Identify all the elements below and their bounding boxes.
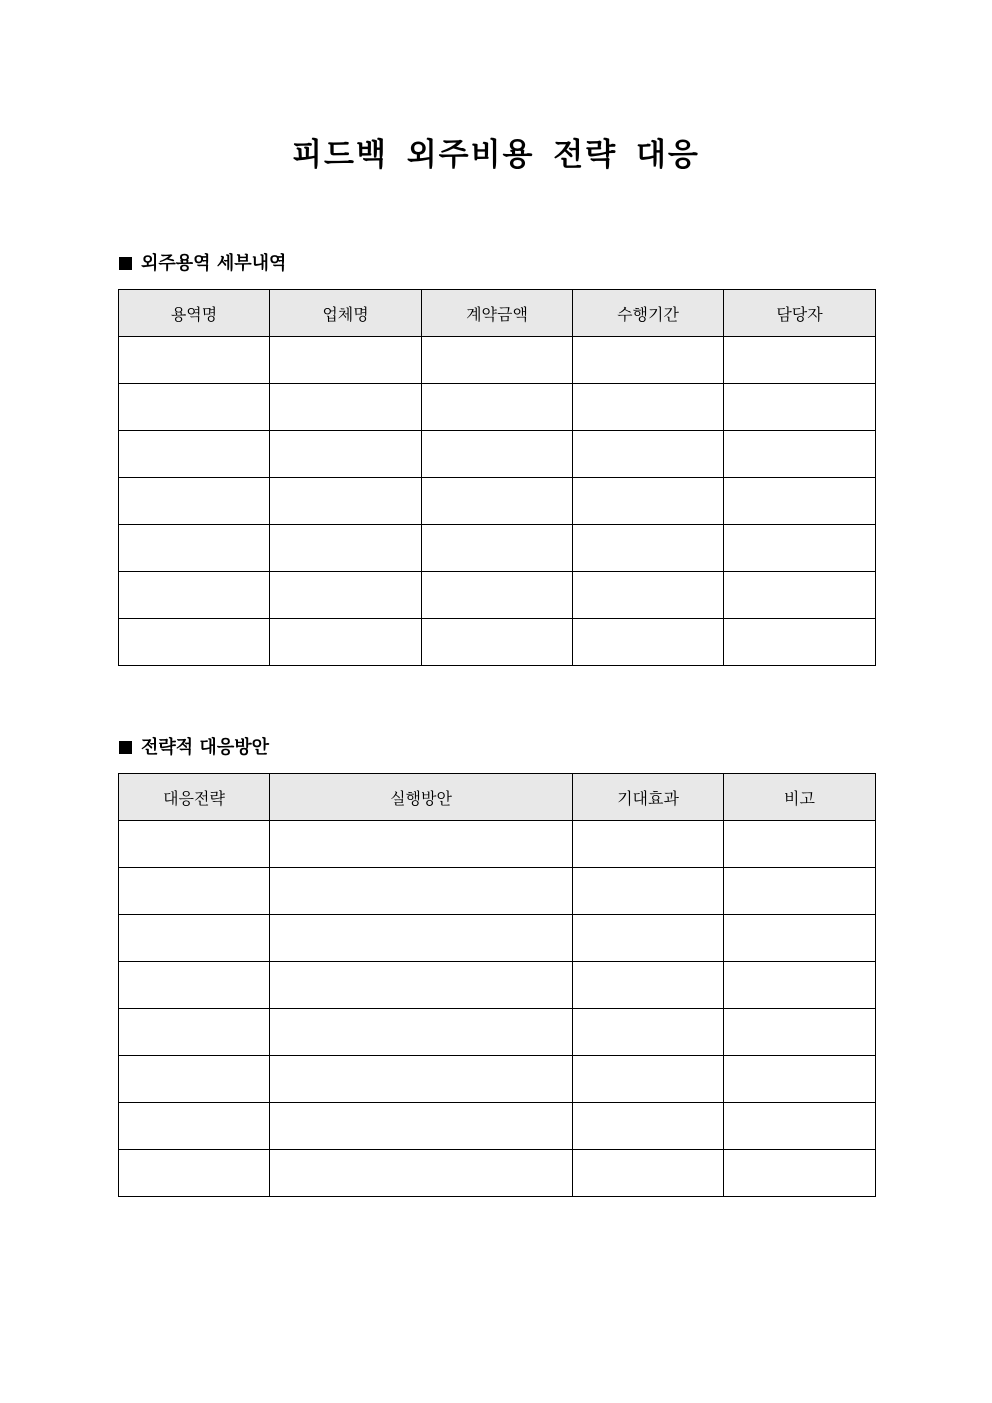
table-cell[interactable]: [573, 1150, 724, 1197]
table-cell[interactable]: [724, 915, 876, 962]
table-cell[interactable]: [573, 868, 724, 915]
table-cell[interactable]: [270, 619, 422, 666]
column-header-contract-amount: 계약금액: [422, 290, 573, 337]
document-title: 피드백 외주비용 전략 대응: [292, 137, 700, 173]
table-row: [119, 478, 876, 525]
table-cell[interactable]: [724, 868, 876, 915]
table-cell[interactable]: [573, 962, 724, 1009]
table-cell[interactable]: [724, 1103, 876, 1150]
table-row: [119, 1009, 876, 1056]
table-cell[interactable]: [119, 572, 270, 619]
table-cell[interactable]: [573, 384, 724, 431]
table-cell[interactable]: [573, 1103, 724, 1150]
table-row: [119, 868, 876, 915]
section-heading-outsourcing-details: [119, 252, 286, 276]
table-row: [119, 619, 876, 666]
table-cell[interactable]: [270, 1056, 573, 1103]
table-cell[interactable]: [270, 1103, 573, 1150]
table-cell[interactable]: [422, 478, 573, 525]
table-cell[interactable]: [422, 525, 573, 572]
table-cell[interactable]: [724, 1056, 876, 1103]
table-cell[interactable]: [270, 572, 422, 619]
table-cell[interactable]: [119, 915, 270, 962]
table-cell[interactable]: [270, 1150, 573, 1197]
table-cell[interactable]: [270, 1009, 573, 1056]
table-cell[interactable]: [422, 337, 573, 384]
table-cell[interactable]: [573, 478, 724, 525]
table-cell[interactable]: [119, 619, 270, 666]
table-cell[interactable]: [573, 915, 724, 962]
strategy-table-body: [119, 821, 876, 1197]
table-row: [119, 915, 876, 962]
table-cell[interactable]: [573, 525, 724, 572]
outsourcing-table-body: [119, 337, 876, 666]
table-cell[interactable]: [119, 1009, 270, 1056]
table-row: [119, 337, 876, 384]
table-header-row: [119, 774, 876, 821]
table-cell[interactable]: [119, 384, 270, 431]
table-cell[interactable]: [573, 337, 724, 384]
table-cell[interactable]: [573, 619, 724, 666]
table-row: [119, 431, 876, 478]
table-cell[interactable]: [573, 821, 724, 868]
black-square-icon: [119, 741, 132, 754]
table-cell[interactable]: [119, 1103, 270, 1150]
table-cell[interactable]: [422, 431, 573, 478]
table-row: [119, 572, 876, 619]
table-row: [119, 962, 876, 1009]
table-cell[interactable]: [119, 821, 270, 868]
column-header-person-in-charge: 담당자: [724, 290, 876, 337]
table-cell[interactable]: [270, 384, 422, 431]
table-cell[interactable]: [270, 478, 422, 525]
table-cell[interactable]: [270, 962, 573, 1009]
table-cell[interactable]: [270, 525, 422, 572]
table-row: [119, 1103, 876, 1150]
table-cell[interactable]: [573, 1056, 724, 1103]
table-cell[interactable]: [119, 431, 270, 478]
column-header-service-name: 용역명: [119, 290, 270, 337]
column-header-expected-effect: 기대효과: [573, 774, 724, 821]
section-heading-strategic-response: [119, 736, 269, 760]
table-cell[interactable]: [119, 868, 270, 915]
column-header-response-strategy: 대응전략: [119, 774, 270, 821]
table-cell[interactable]: [119, 525, 270, 572]
table-cell[interactable]: [724, 478, 876, 525]
table-cell[interactable]: [724, 572, 876, 619]
table-cell[interactable]: [422, 619, 573, 666]
table-cell[interactable]: [573, 431, 724, 478]
column-header-period: 수행기간: [573, 290, 724, 337]
table-cell[interactable]: [724, 821, 876, 868]
table-cell[interactable]: [724, 431, 876, 478]
table-cell[interactable]: [119, 1150, 270, 1197]
outsourcing-details-table: [118, 289, 876, 666]
table-cell[interactable]: [270, 431, 422, 478]
column-header-company-name: 업체명: [270, 290, 422, 337]
column-header-remarks: 비고: [724, 774, 876, 821]
table-cell[interactable]: [119, 962, 270, 1009]
section-heading-text: 전략적 대응방안: [141, 737, 269, 758]
table-cell[interactable]: [724, 962, 876, 1009]
table-cell[interactable]: [724, 619, 876, 666]
table-cell[interactable]: [422, 384, 573, 431]
table-cell[interactable]: [270, 915, 573, 962]
section-heading-text: 외주용역 세부내역: [141, 253, 287, 274]
table-row: [119, 1056, 876, 1103]
table-cell[interactable]: [724, 1009, 876, 1056]
column-header-action-plan: 실행방안: [270, 774, 573, 821]
table-cell[interactable]: [724, 384, 876, 431]
table-cell[interactable]: [270, 821, 573, 868]
table-cell[interactable]: [724, 1150, 876, 1197]
table-cell[interactable]: [422, 572, 573, 619]
table-cell[interactable]: [573, 572, 724, 619]
table-row: [119, 525, 876, 572]
table-row: [119, 384, 876, 431]
table-row: [119, 821, 876, 868]
strategic-response-table: [118, 773, 876, 1197]
table-cell[interactable]: [724, 337, 876, 384]
table-header-row: [119, 290, 876, 337]
table-cell[interactable]: [270, 868, 573, 915]
table-cell[interactable]: [119, 337, 270, 384]
table-cell[interactable]: [270, 337, 422, 384]
black-square-icon: [119, 257, 132, 270]
table-row: [119, 1150, 876, 1197]
table-cell[interactable]: [119, 1056, 270, 1103]
table-cell[interactable]: [724, 525, 876, 572]
table-cell[interactable]: [119, 478, 270, 525]
table-cell[interactable]: [573, 1009, 724, 1056]
